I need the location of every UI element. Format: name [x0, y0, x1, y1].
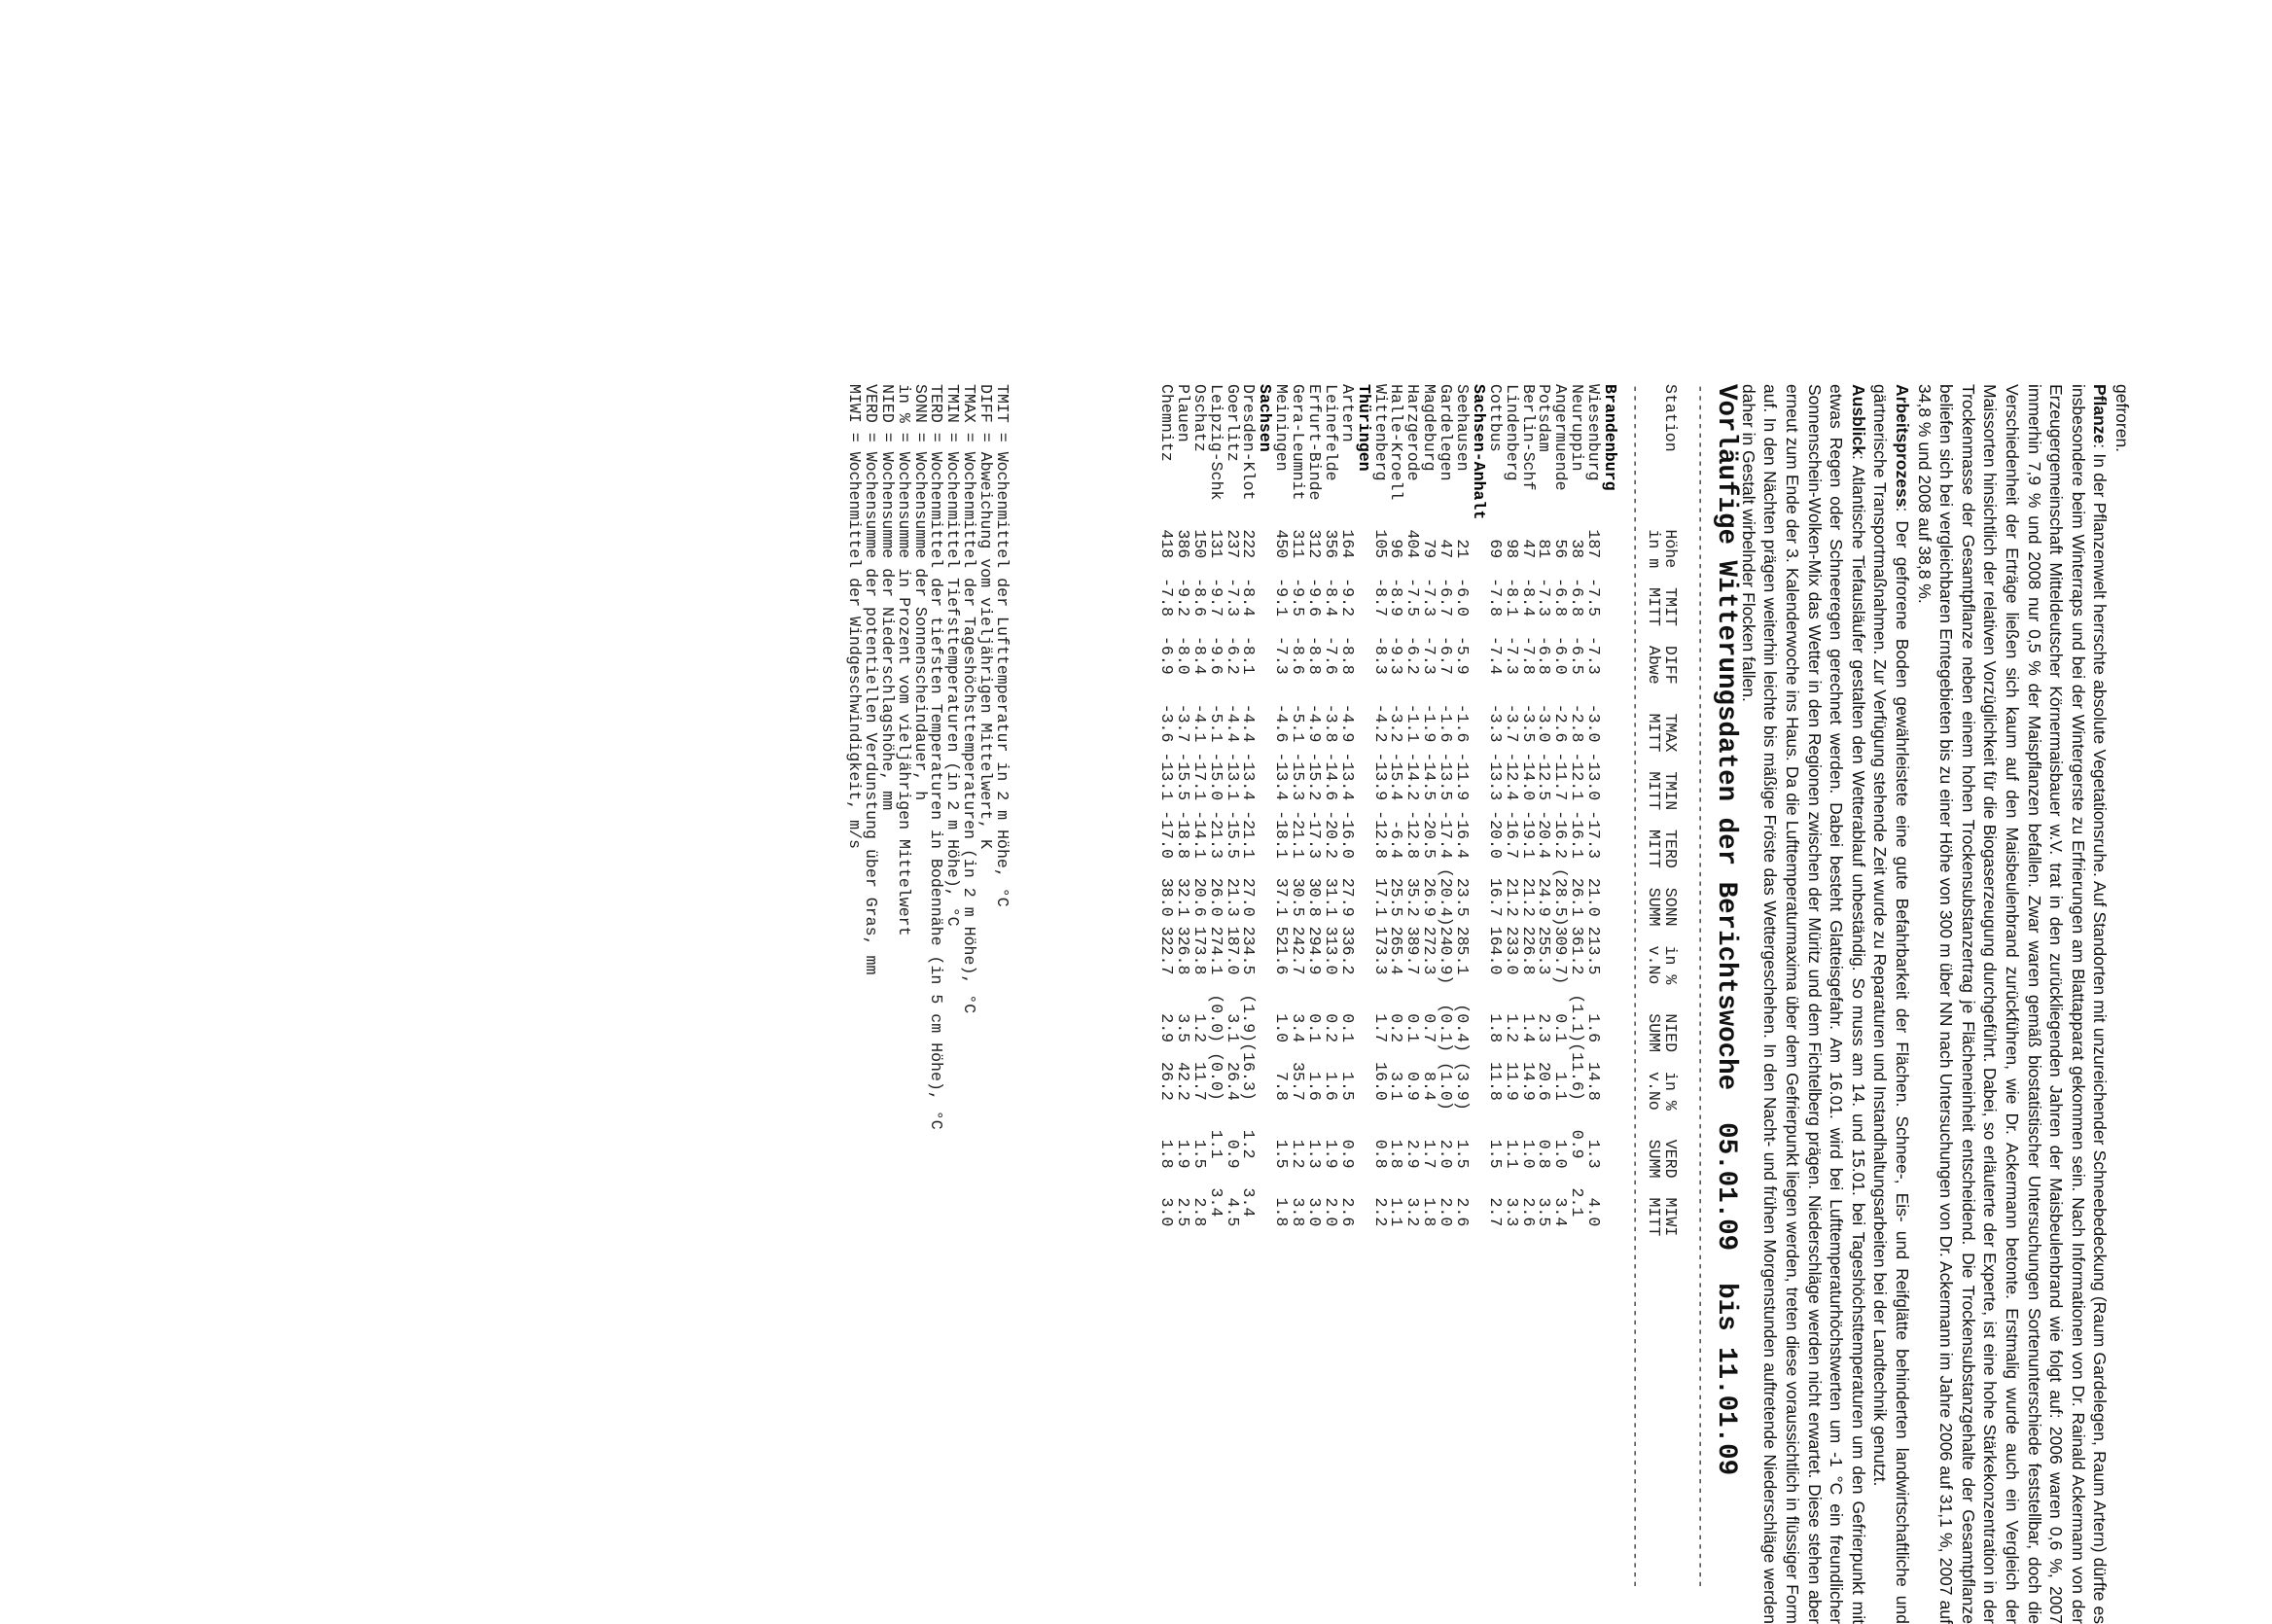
- legend-item: TMAX = Wochenmittel der Tageshöchsttemperaturen (in 2 m Höhe), °C: [960, 384, 979, 1014]
- table-row: Harzgerode 404 -7.5 -6.2 -1.1 -14.2 -12.8 35.2 389.7 0.1 0.9 2.9 3.2: [1403, 384, 1423, 1227]
- text-arbeitsprozess: : Der gefrorene Boden gewährleistete eine gute Befahrbarkeit der Flächen. Schnee-, Eis- und Reifglätte behinderten landwirtschaftliche und gärtnerische Transportmaßnahmen. Zur Verfügung stehende Zeit wurde zu Reparaturen und Instandhaltungsarbeiten bei der Landtechnik genutzt.: [1870, 384, 1913, 1624]
- legend-item: TMIN = Wochenmittel Tiefsttemperaturen (in 2 m Höhe), °C: [943, 384, 963, 927]
- paragraph-arbeitsprozess: [1869, 384, 1913, 1624]
- text-ausblick: : Atlantische Tiefausläufer gestalten den Wetterablauf unbeständig. So muss am 14. und 15.01. bei Tageshöchsttemperaturen um den Gefrierpunkt mit etwas Regen oder Schneeregen gerechnet werden. Dabei besteht Glatteisgefahr. Am 16.01. wird bei Lufttemperaturhöchstwerten um -1 °C ein freundlicher Sonnenschein-Wolken-Mix das Wetter in den Regionen zwischen der Müritz und dem Fichtelberg prägen. Niederschläge werden nicht erwartet. Diese stehen aber erneut zum Ende der 3. Kalenderwoche ins Haus. Da die Lufttemperaturmaxima über dem Gefrierpunkt liegen werden, treten diese voraussichtlich in flüssiger Form auf. In den Nächten prägen weiterhin leichte bis mäßige Fröste das Wettergeschehen. In den Nacht- und frühen Morgenstunden auftretende Niederschläge werden daher in Gestalt wirbelnder Flocken fallen.: [1738, 384, 1868, 1624]
- legend-item: SONN = Wochensumme der Sonnenscheindauer, h: [910, 384, 930, 801]
- table-row: Leipzig-Schk 131 -9.7 -9.6 -5.1 -15.0 -21.3 26.0 274.1 (0.0) (0.0) 1.1 3.4: [1206, 384, 1225, 1218]
- legend: [845, 384, 1010, 1130]
- table-row: Gera-Leumnit 311 -9.5 -8.6 -5.1 -15.3 -21.1 30.5 242.7 3.4 35.7 1.2 3.8: [1289, 384, 1308, 1227]
- legend-item: DIFF = Abweichung vom vieljährigen Mittelwert, K: [976, 384, 996, 849]
- text-pflanze: : In der Pflanzenwelt herrschte absolute Vegetationsruhe. Auf Standorten mit unzureichender Schneebedeckung (Raum Gardelegen, Raum Artern) dürfte es insbesondere beim Winterraps und bei der Wintergerste zu Erfrierungen am Blattapparat gekommen sein. Nach Informationen von Dr. Rainald Ackermann von der Erzeugergemeinschaft Mitteldeutscher Körnermaisbauer w.V. trat in den zurückliegenden Jahren der Maisbeulenbrand wie folgt auf: 2006 waren 0,6 %, 2007 immerhin 7,9 % und 2008 nur 0,5 % der Maispflanzen befallen. Zwar waren gemäß biostatistischer Untersuchungen Sortenunterschiede feststellbar, doch die Verschiedenheit der Erträge ließen sich kaum auf den Maisbeulenbrand zurückführen, wie Dr. Ackermann betonte. Erstmalig wurde auch ein Vergleich der Maissorten hinsichtlich der relativen Vorzüglichkeit für die Biogaserzeugung durchgeführt. Dabei, so erläuterte der Experte, ist eine hohe Stärkekonzentration in der Trockenmasse der Gesamtpflanze neben einem hohen Trockensubstanzertrag je Flächeneinheit entscheidend. Die Trockensubstanzgehalte der Gesamtpflanze beliefen sich bei vergleichbaren Erntegebieten bis zu einer Höhe von 300 m über NN nach Untersuchungen von Dr. Ackermann im Jahre 2006 auf 31,1 %, 2007 auf 34,8 % und 2008 auf 38,8 %.: [1914, 384, 2111, 1624]
- table-row: Wiesenburg 187 -7.5 -7.3 -3.0 -13.0 -17.3 21.0 213.5 1.6 14.8 1.3 4.0: [1584, 384, 1604, 1227]
- table-row: Gardelegen 47 -6.7 -6.7 -1.6 -13.5 -17.4 (20.4)240.9) (0.1) (1.0) 2.0 2.0: [1437, 384, 1456, 1227]
- region-heading: Brandenburg: [1601, 384, 1619, 491]
- table-row: Erfurt-Binde 312 -9.6 -8.8 -4.9 -15.2 -17.3 30.8 294.9 0.1 1.6 1.3 3.0: [1304, 384, 1324, 1227]
- table-row: Chemnitz 418 -7.8 -6.9 -3.6 -13.1 -17.0 38.0 322.7 2.9 26.2 1.8 3.0: [1156, 384, 1176, 1227]
- legend-item: MIWI = Wochenmittel der Windgeschwindigkeit, m/s: [844, 384, 864, 849]
- table-row: Neuruppin 38 -6.8 -6.5 -2.8 -12.1 -16.1 26.1 361.2 (1.1)(11.6) 0.9 2.1: [1568, 384, 1587, 1218]
- table-row: Magdeburg 79 -7.3 -7.3 -1.9 -14.5 -20.5 26.9 272.3 0.7 8.4 1.7 1.8: [1420, 384, 1439, 1227]
- table-body: [1157, 384, 1617, 1226]
- legend-item: VERD = Wochensumme der potentiellen Verdunstung über Gras, mm: [861, 384, 880, 975]
- heading-pflanze: Pflanze: [2090, 384, 2111, 444]
- table-row: Halle-Kroell 96 -8.9 -9.3 -3.2 -15.4 -6.4 25.5 265.4 0.2 3.1 1.8 1.1: [1387, 384, 1406, 1227]
- table-row: Seehausen 21 -6.0 -5.9 -1.6 -11.9 -16.4 23.5 285.1 (0.4) (3.9) 1.5 2.6: [1452, 384, 1472, 1227]
- table-row: Lindenberg 98 -8.1 -7.3 -3.7 -12.4 -16.7 21.2 233.0 1.2 11.9 1.1 3.3: [1502, 384, 1521, 1227]
- header-line-1: Station Höhe TMIT DIFF TMAX TMIN TERD SONN in % NIED in % VERD MIWI: [1661, 384, 1680, 1237]
- paragraph-ausblick: [1737, 384, 1869, 1624]
- table-row: Goerlitz 237 -7.3 -6.2 -4.4 -13.1 -15.5 21.3 187.0 3.1 26.4 0.9 4.5: [1223, 384, 1242, 1227]
- table-row: Artern 164 -9.2 -8.8 -4.9 -13.4 -16.0 27.9 336.2 0.1 1.5 0.9 2.6: [1337, 384, 1357, 1227]
- region-heading: Sachsen: [1256, 384, 1275, 452]
- legend-item: NIED = Wochensumme der Niederschlagshöhe, mm: [877, 384, 897, 811]
- table-row: Meiningen 450 -9.1 -7.3 -4.6 -13.4 -18.1 37.1 521.6 1.0 7.8 1.5 1.8: [1272, 384, 1292, 1227]
- header-rule: ---------------------------------------------------------------------------------------------------------------------------------: [1626, 384, 1644, 1589]
- table-row: Berlin-Schf 47 -8.4 -7.8 -3.5 -14.0 -19.1 21.2 226.8 1.4 14.9 1.0 2.6: [1518, 384, 1538, 1227]
- table-row: Cottbus 69 -7.8 -7.4 -3.3 -13.3 -20.0 16.7 164.0 1.8 11.8 1.5 2.7: [1485, 384, 1505, 1227]
- title-rule: ---------------------------------------------------------------------------------------------------------------------------------: [1691, 384, 1709, 1589]
- table-title: Vorläufige Witterungsdaten der Berichtswoche 05.01.09 bis 11.01.09: [1711, 384, 1741, 1476]
- table-row: Leinefelde 356 -8.4 -7.6 -3.8 -14.6 -20.2 31.1 313.0 0.2 1.6 1.9 2.0: [1321, 384, 1340, 1227]
- table-row: Dresden-Klot 222 -8.4 -8.1 -4.4 -13.4 -21.1 27.0 234.5 (1.9)(16.3) 1.2 3.4: [1239, 384, 1259, 1218]
- region-heading: Thüringen: [1354, 384, 1373, 472]
- legend-item: TMIT = Wochenmittel der Lufttemperatur in 2 m Höhe, °C: [993, 384, 1012, 907]
- table-row: Oschatz 150 -8.6 -8.4 -4.1 -17.1 -14.1 20.6 173.8 1.2 11.7 1.5 2.8: [1189, 384, 1209, 1227]
- paragraph-pflanze: [1913, 384, 2111, 1624]
- table-row: Wittenberg 105 -8.7 -8.3 -4.2 -13.9 -12.8 17.1 173.3 1.7 16.0 0.8 2.2: [1370, 384, 1390, 1227]
- table-row: Plauen 386 -9.2 -8.0 -3.7 -15.5 -18.8 32.1 326.8 3.5 42.2 1.9 2.5: [1173, 384, 1192, 1227]
- legend-item: in % = Wochensumme in Prozent vom vieljährigen Mittelwert: [894, 384, 913, 936]
- heading-arbeitsprozess: Arbeitsprozess: [1893, 384, 1913, 508]
- table-header: [1646, 384, 1679, 1236]
- header-line-2: in m MITT Abwe MITT MITT MITT SUMM v.No SUMM v.No SUMM MITT: [1645, 384, 1663, 1237]
- table-row: Angermuende 56 -6.8 -6.0 -2.6 -11.7 -16.2 (28.5)309.7) 0.1 1.1 1.0 3.4: [1551, 384, 1571, 1227]
- intro-line: [2111, 384, 2133, 1624]
- heading-ausblick: Ausblick: [1848, 384, 1868, 455]
- report-text: [1737, 384, 2133, 1624]
- legend-item: TERD = Wochenmittel der tiefsten Temperaturen in Bodennähe (in 5 cm Höhe), °C: [927, 384, 946, 1130]
- intro-text: gefroren.: [2112, 384, 2132, 453]
- region-heading: Sachsen-Anhalt: [1469, 384, 1488, 520]
- table-row: Potsdam 81 -7.3 -6.8 -3.0 -12.5 -20.4 24.9 255.3 2.3 20.6 0.8 3.5: [1535, 384, 1554, 1227]
